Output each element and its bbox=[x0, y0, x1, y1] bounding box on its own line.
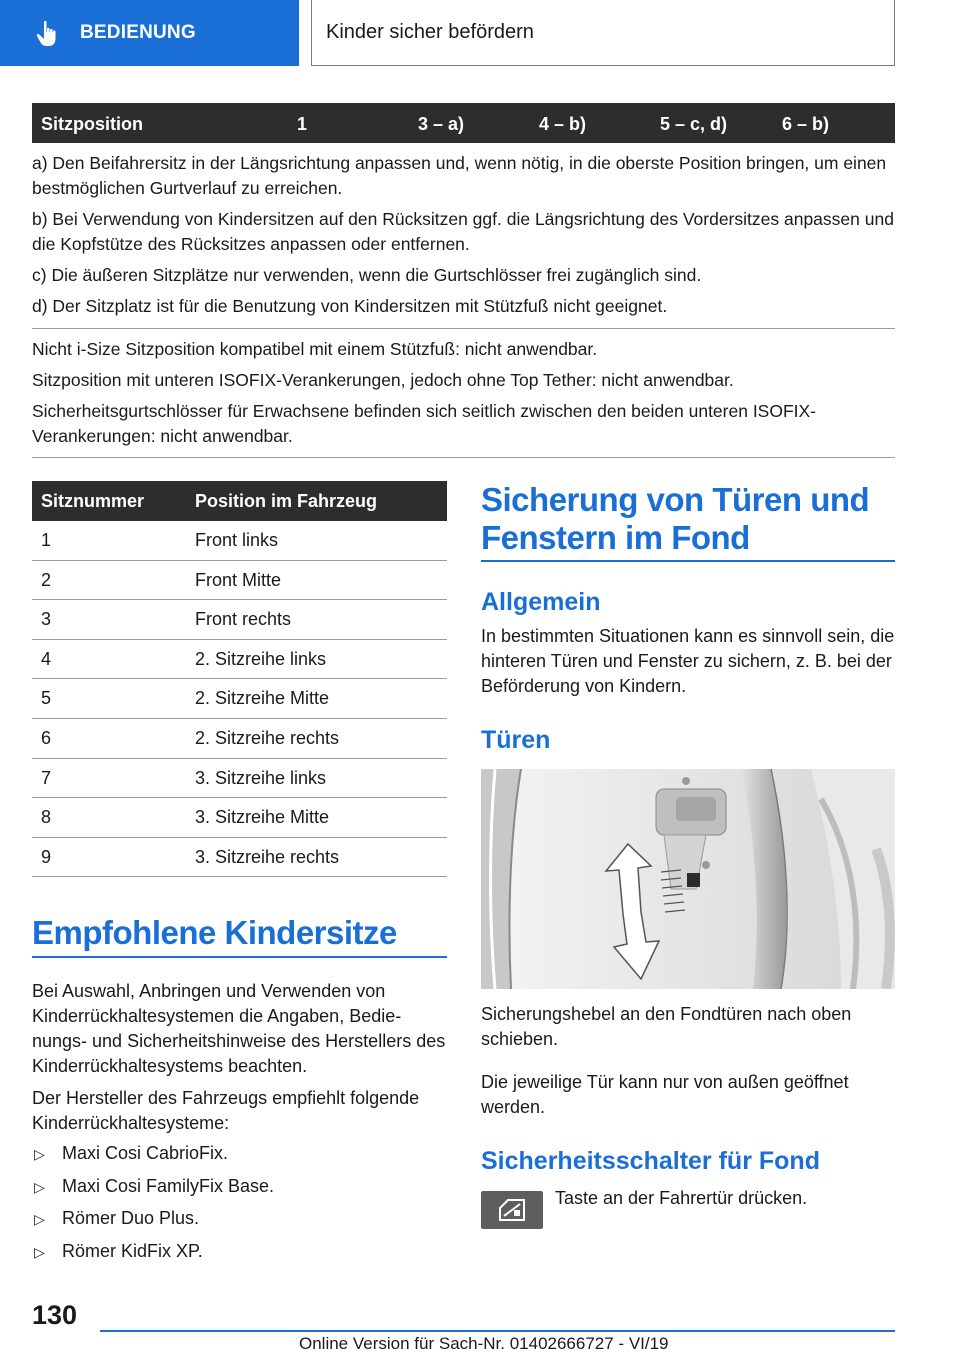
note-isofix: Sitzposition mit unteren ISOFIX-Verankerungen, jedoch ohne Top Tether: nicht anwendbar. bbox=[32, 370, 734, 390]
header-cell-5: 5 – c, d) bbox=[660, 114, 728, 134]
seat-number-cell: 5 bbox=[41, 688, 52, 709]
seat-position-table bbox=[32, 103, 895, 143]
seat-position-cell: 2. Sitzreihe Mitte bbox=[195, 688, 330, 709]
table-row bbox=[32, 679, 447, 719]
seat-position-cell: 2. Sitzreihe links bbox=[195, 648, 327, 669]
heading-allgemein: Allgemein bbox=[481, 588, 601, 616]
footnote-d: d) Der Sitzplatz ist für die Benutzung von Kindersitzen mit Stützfuß nicht geeignet. bbox=[32, 296, 668, 316]
list-item: ▷ Maxi Cosi CabrioFix. bbox=[34, 1143, 229, 1163]
window-lock-icon bbox=[481, 1191, 543, 1229]
seat-number-cell: 6 bbox=[41, 727, 52, 748]
recommended-seats-list bbox=[32, 1141, 447, 1271]
seat-position-cell: 3. Sitzreihe links bbox=[195, 767, 327, 788]
table-row bbox=[32, 600, 447, 640]
heading-rule bbox=[481, 560, 895, 562]
seat-position-cell: Front rechts bbox=[195, 609, 292, 630]
schalter-paragraph: Taste an der Fahrertür drücken. bbox=[555, 1188, 808, 1208]
seat-number-cell: 2 bbox=[41, 569, 52, 590]
applicability-notes bbox=[32, 337, 895, 455]
list-item: ▷ Römer KidFix XP. bbox=[34, 1240, 203, 1261]
header-cell-sitzposition: Sitzposition bbox=[41, 114, 143, 134]
seat-number-table bbox=[32, 481, 447, 877]
seat-number-cell: 8 bbox=[41, 807, 52, 828]
page-number: 130 bbox=[32, 1300, 78, 1330]
seat-position-cell: 2. Sitzreihe rechts bbox=[195, 727, 340, 748]
footnote-c: c) Die äußeren Sitzplätze nur verwenden, wenn die Gurtschlösser frei zugänglich sind. bbox=[32, 265, 702, 285]
header-position: Position im Fahrzeug bbox=[195, 491, 378, 511]
allgemein-paragraph: In bestimmten Situationen kann es sinnvoll sein, die hinteren Türen und Fenster zu sichern, z. B. bei der Beförderung von Kindern. bbox=[481, 626, 895, 696]
seat-number-cell: 4 bbox=[41, 648, 52, 669]
door-lock-lever-illustration bbox=[481, 769, 895, 989]
table-row bbox=[32, 561, 447, 601]
door-illustration-svg bbox=[481, 769, 895, 989]
heading-tueren: Türen bbox=[481, 726, 551, 754]
header-cell-1: 1 bbox=[297, 114, 308, 134]
table-row bbox=[32, 838, 447, 878]
seat-number-cell: 9 bbox=[41, 846, 52, 867]
seat-position-cell: Front links bbox=[195, 530, 279, 550]
image-caption: Sicherungshebel an den Fondtüren nach oben schieben. bbox=[481, 1004, 852, 1049]
seat-position-table-header bbox=[32, 103, 895, 143]
chapter-title-box bbox=[311, 0, 895, 66]
footnote-a: a) Den Beifahrersitz in der Längsrichtung anpassen und, wenn nötig, in die oberste Position bringen, um einen bestmöglichen Gurtverlauf zu erreichen. bbox=[32, 153, 887, 198]
list-item: ▷ Maxi Cosi FamilyFix Base. bbox=[34, 1175, 275, 1196]
seat-number-cell: 1 bbox=[41, 530, 52, 550]
section-label: BEDIENUNG bbox=[80, 22, 196, 43]
bullet-triangle-icon: ▷ bbox=[34, 1211, 45, 1227]
note-belt-buckles: Sicherheitsgurtschlösser für Erwachsene befinden sich seitlich zwischen den beiden unteren ISOFIX-Verankerungen: nicht anwendbar. bbox=[32, 401, 817, 446]
chapter-title: Kinder sicher befördern bbox=[326, 21, 534, 43]
table-row bbox=[32, 719, 447, 759]
seat-position-cell: 3. Sitzreihe rechts bbox=[195, 846, 340, 867]
header-cell-3: 3 – a) bbox=[418, 114, 465, 134]
seat-position-cell: Front Mitte bbox=[195, 569, 282, 590]
table-row bbox=[32, 521, 447, 561]
bullet-triangle-icon: ▷ bbox=[34, 1146, 45, 1162]
footer-text: Online Version für Sach-Nr. 01402666727 - VI/19 bbox=[299, 1334, 669, 1353]
seat-number-table-header bbox=[32, 481, 447, 521]
tueren-paragraph: Die jeweilige Tür kann nur von außen geöffnet werden. bbox=[481, 1072, 849, 1117]
table-row bbox=[32, 640, 447, 680]
footer-rule bbox=[100, 1330, 895, 1332]
table-row bbox=[32, 798, 447, 838]
bullet-triangle-icon: ▷ bbox=[34, 1243, 45, 1260]
seat-number-rows bbox=[32, 521, 447, 877]
heading-sicherung: Sicherung von Türen und Fenstern im Fond bbox=[481, 481, 870, 556]
divider bbox=[32, 457, 895, 458]
footnote-b: b) Bei Verwendung von Kindersitzen auf den Rücksitzen ggf. die Längsrichtung des Vordersitzes anpassen und die Kopfstütze des Rücksitzes anpassen oder entfernen. bbox=[32, 209, 894, 254]
bullet-triangle-icon: ▷ bbox=[34, 1178, 45, 1195]
heading-kindersitze: Empfohlene Kindersitze bbox=[32, 914, 397, 951]
section-tab[interactable] bbox=[0, 0, 299, 66]
header-sitznummer: Sitznummer bbox=[41, 491, 145, 511]
header-cell-6: 6 – b) bbox=[782, 114, 830, 134]
note-isize: Nicht i-Size Sitzposition kompatibel mit einem Stützfuß: nicht anwendbar. bbox=[32, 339, 598, 359]
heading-rule bbox=[32, 956, 447, 958]
divider bbox=[32, 328, 895, 329]
header-cell-4: 4 – b) bbox=[539, 114, 587, 134]
kindersitze-paragraph-2: Der Hersteller des Fahrzeugs empfiehlt folgende Kinderrückhaltesysteme: bbox=[32, 1088, 420, 1133]
table-row bbox=[32, 759, 447, 799]
hand-pointer-icon bbox=[32, 18, 62, 48]
seat-number-cell: 7 bbox=[41, 767, 52, 788]
seat-number-cell: 3 bbox=[41, 609, 52, 630]
kindersitze-paragraph-1: Bei Auswahl, Anbringen und Verwenden von Kinderrückhaltesystemen die Angaben, Bedienungs- und Sicherheitshinweise des Herstellers des Kinderrückhaltesystems beachten. bbox=[32, 981, 446, 1076]
seat-position-cell: 3. Sitzreihe Mitte bbox=[195, 807, 330, 828]
heading-sicherheitsschalter: Sicherheitsschalter für Fond bbox=[481, 1147, 820, 1175]
footnotes-block bbox=[32, 151, 895, 325]
list-item: ▷ Römer Duo Plus. bbox=[34, 1208, 200, 1228]
